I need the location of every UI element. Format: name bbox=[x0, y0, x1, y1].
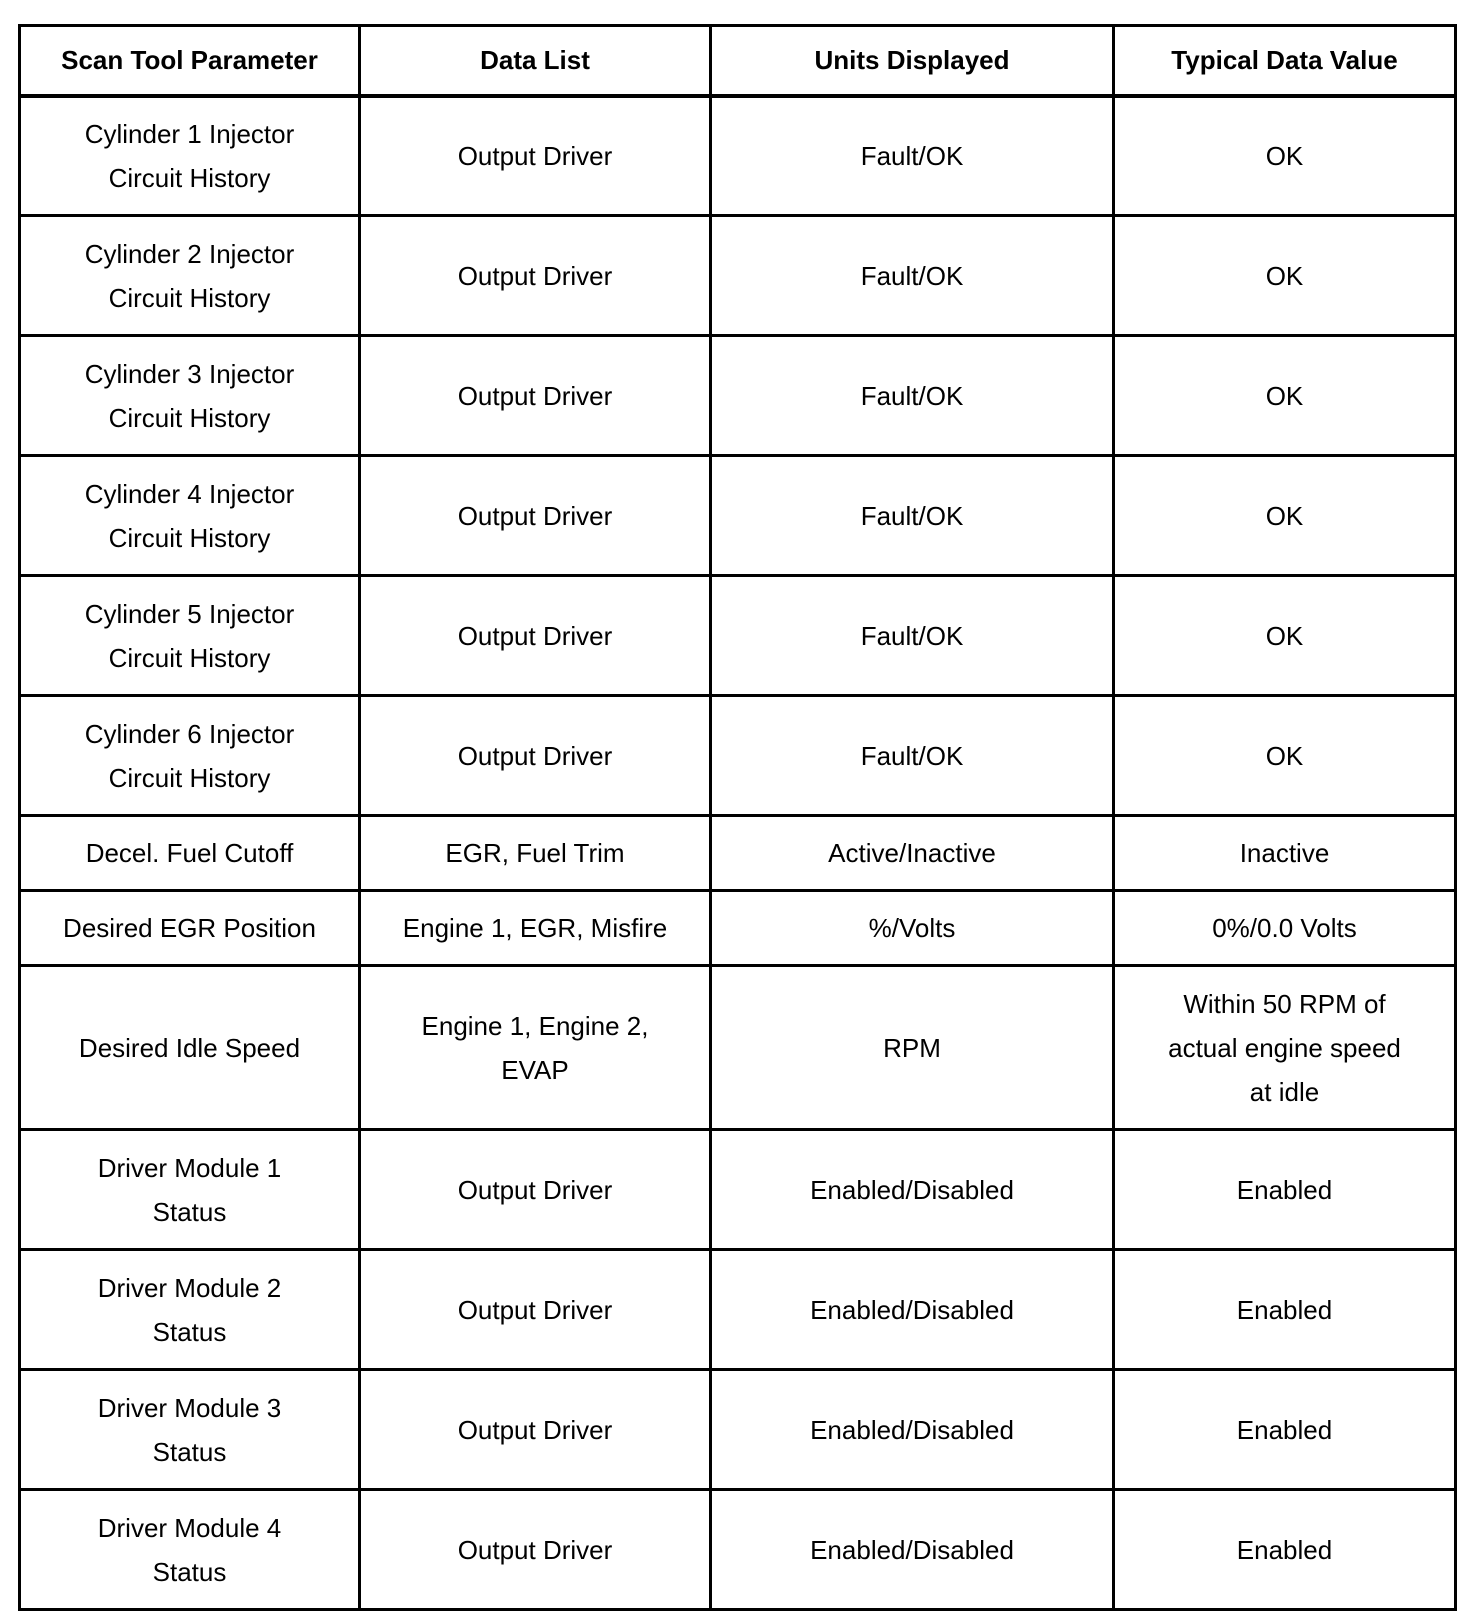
cell-data-list: Output Driver bbox=[360, 456, 711, 576]
cell-parameter: Driver Module 2 Status bbox=[20, 1250, 360, 1370]
cell-units: Enabled/Disabled bbox=[711, 1490, 1114, 1610]
cell-typical-value: OK bbox=[1114, 456, 1456, 576]
table-row bbox=[20, 1370, 1456, 1490]
table-row bbox=[20, 696, 1456, 816]
cell-units: %/Volts bbox=[711, 891, 1114, 966]
cell-units: Fault/OK bbox=[711, 456, 1114, 576]
table-row bbox=[20, 456, 1456, 576]
cell-parameter: Desired EGR Position bbox=[20, 891, 360, 966]
table-row bbox=[20, 816, 1456, 891]
table-row bbox=[20, 891, 1456, 966]
cell-typical-value: OK bbox=[1114, 96, 1456, 216]
cell-parameter: Cylinder 4 Injector Circuit History bbox=[20, 456, 360, 576]
cell-units: Enabled/Disabled bbox=[711, 1370, 1114, 1490]
cell-typical-value: 0%/0.0 Volts bbox=[1114, 891, 1456, 966]
cell-data-list: Output Driver bbox=[360, 1130, 711, 1250]
cell-data-list: Output Driver bbox=[360, 1250, 711, 1370]
cell-data-list: EGR, Fuel Trim bbox=[360, 816, 711, 891]
cell-parameter: Cylinder 5 Injector Circuit History bbox=[20, 576, 360, 696]
cell-typical-value: OK bbox=[1114, 216, 1456, 336]
table-row bbox=[20, 1250, 1456, 1370]
header-scan-tool-parameter: Scan Tool Parameter bbox=[20, 26, 360, 96]
cell-data-list: Output Driver bbox=[360, 336, 711, 456]
cell-parameter: Cylinder 3 Injector Circuit History bbox=[20, 336, 360, 456]
table-header-row bbox=[20, 26, 1456, 96]
table-row bbox=[20, 216, 1456, 336]
table-row bbox=[20, 966, 1456, 1130]
cell-parameter: Cylinder 2 Injector Circuit History bbox=[20, 216, 360, 336]
cell-typical-value: OK bbox=[1114, 576, 1456, 696]
cell-data-list: Output Driver bbox=[360, 1490, 711, 1610]
table-row bbox=[20, 576, 1456, 696]
cell-typical-value: Enabled bbox=[1114, 1490, 1456, 1610]
cell-typical-value: Within 50 RPM of actual engine speed at idle bbox=[1114, 966, 1456, 1130]
cell-units: Active/Inactive bbox=[711, 816, 1114, 891]
cell-typical-value: OK bbox=[1114, 696, 1456, 816]
cell-typical-value: Enabled bbox=[1114, 1370, 1456, 1490]
table-row bbox=[20, 1490, 1456, 1610]
table-row bbox=[20, 336, 1456, 456]
cell-units: Fault/OK bbox=[711, 336, 1114, 456]
header-units-displayed: Units Displayed bbox=[711, 26, 1114, 96]
cell-data-list: Output Driver bbox=[360, 696, 711, 816]
cell-parameter: Cylinder 1 Injector Circuit History bbox=[20, 96, 360, 216]
cell-units: Fault/OK bbox=[711, 576, 1114, 696]
cell-data-list: Engine 1, EGR, Misfire bbox=[360, 891, 711, 966]
header-typical-data-value: Typical Data Value bbox=[1114, 26, 1456, 96]
cell-data-list: Output Driver bbox=[360, 576, 711, 696]
cell-typical-value: OK bbox=[1114, 336, 1456, 456]
header-data-list: Data List bbox=[360, 26, 711, 96]
cell-units: Fault/OK bbox=[711, 696, 1114, 816]
cell-data-list: Output Driver bbox=[360, 1370, 711, 1490]
cell-typical-value: Inactive bbox=[1114, 816, 1456, 891]
table-row bbox=[20, 1130, 1456, 1250]
cell-typical-value: Enabled bbox=[1114, 1130, 1456, 1250]
cell-data-list: Output Driver bbox=[360, 216, 711, 336]
cell-parameter: Cylinder 6 Injector Circuit History bbox=[20, 696, 360, 816]
cell-parameter: Driver Module 1 Status bbox=[20, 1130, 360, 1250]
cell-data-list: Output Driver bbox=[360, 96, 711, 216]
cell-data-list: Engine 1, Engine 2, EVAP bbox=[360, 966, 711, 1130]
cell-parameter: Desired Idle Speed bbox=[20, 966, 360, 1130]
cell-parameter: Decel. Fuel Cutoff bbox=[20, 816, 360, 891]
cell-units: RPM bbox=[711, 966, 1114, 1130]
cell-units: Fault/OK bbox=[711, 216, 1114, 336]
cell-parameter: Driver Module 4 Status bbox=[20, 1490, 360, 1610]
cell-units: Fault/OK bbox=[711, 96, 1114, 216]
cell-parameter: Driver Module 3 Status bbox=[20, 1370, 360, 1490]
cell-units: Enabled/Disabled bbox=[711, 1250, 1114, 1370]
cell-typical-value: Enabled bbox=[1114, 1250, 1456, 1370]
table-row bbox=[20, 96, 1456, 216]
cell-units: Enabled/Disabled bbox=[711, 1130, 1114, 1250]
scan-tool-data-table bbox=[18, 24, 1457, 1611]
